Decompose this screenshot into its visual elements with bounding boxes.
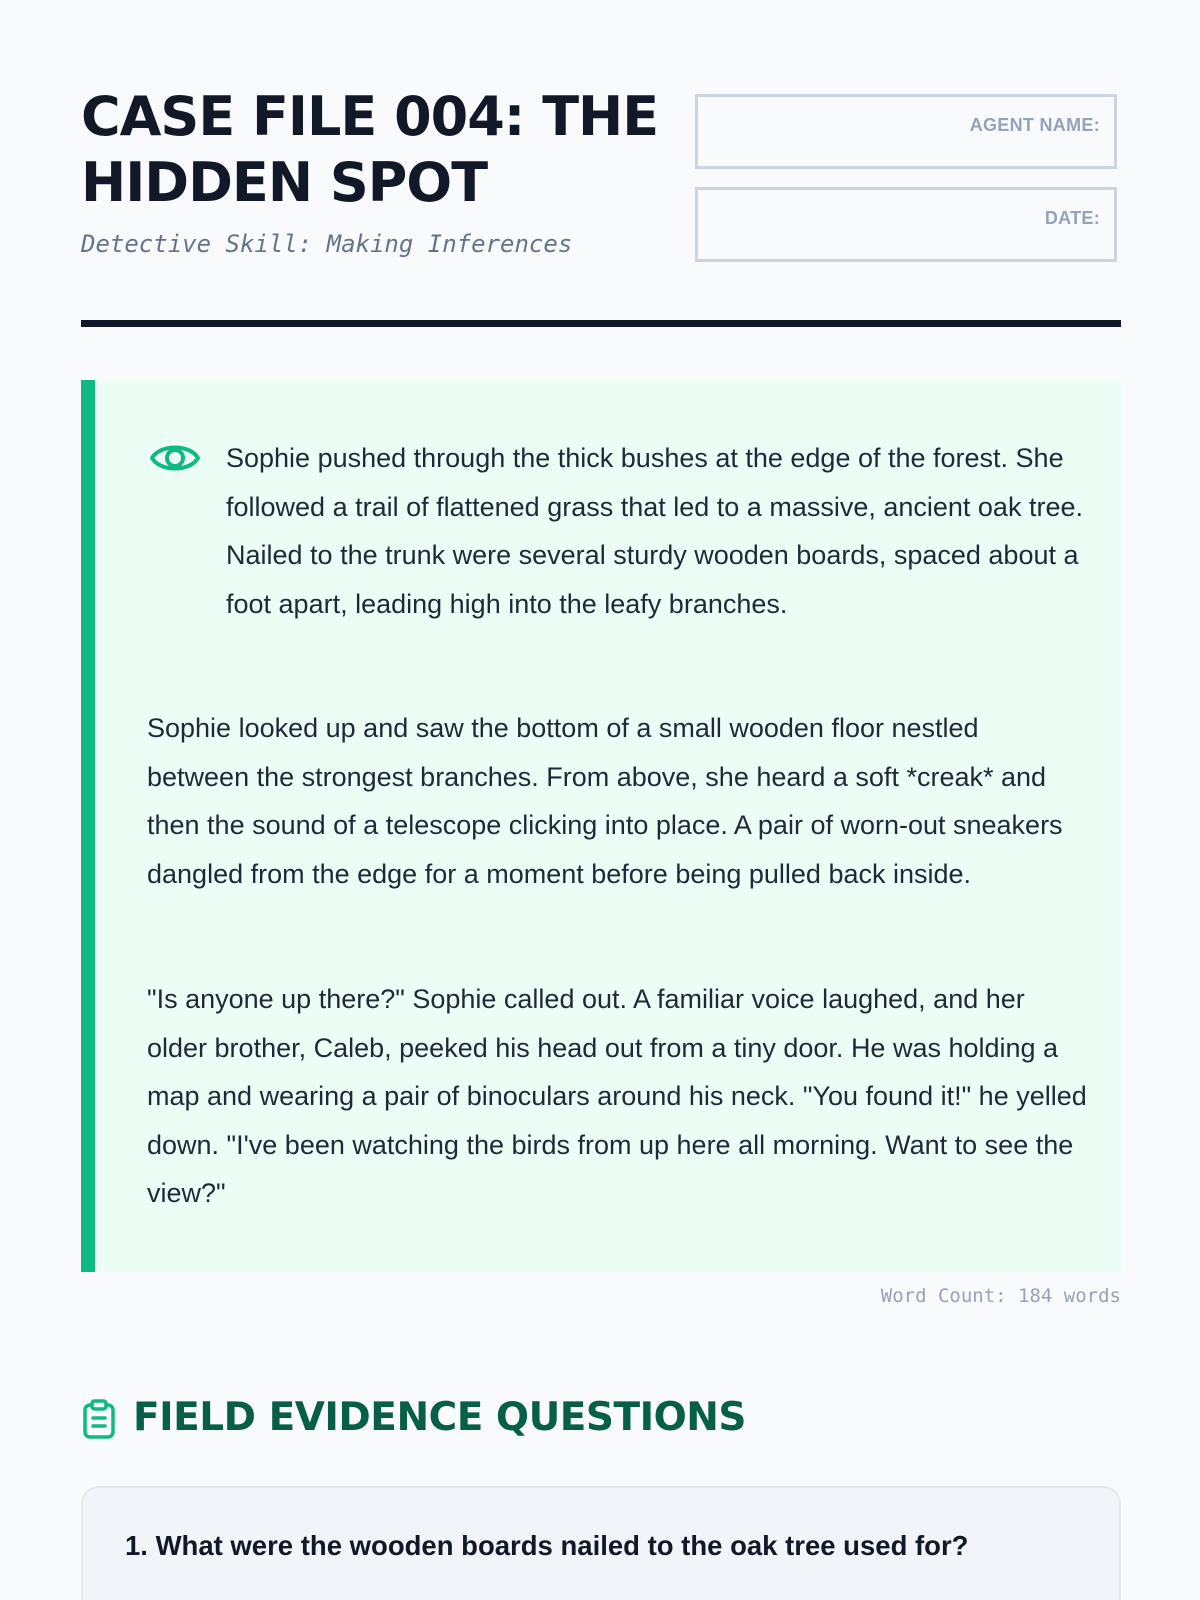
eye-icon <box>149 436 201 480</box>
date-label: DATE: <box>1044 208 1100 228</box>
word-count: Word Count: 184 words <box>880 1285 1121 1307</box>
question-text: 1. What were the wooden boards nailed to the oak tree used for? <box>125 1530 969 1561</box>
clipboard-icon <box>81 1399 117 1439</box>
worksheet-page <box>81 0 1121 1600</box>
agent-name-label: AGENT NAME: <box>969 115 1100 135</box>
questions-header <box>81 1390 1121 1446</box>
agent-name-field[interactable] <box>695 94 1117 169</box>
story-passage <box>81 380 1121 1272</box>
story-paragraph: "Is anyone up there?" Sophie called out. A familiar voice laughed, and her older brother, Caleb, peeked his head out from a tiny door. He was holding a map and wearing a pair of binoculars around his neck. "You found it!" he yelled down. "I've been watching the birds from up here all morning. Want to see the view?" <box>147 984 1087 1208</box>
questions-title: FIELD EVIDENCE QUESTIONS <box>133 1395 746 1440</box>
story-paragraph: Sophie looked up and saw the bottom of a small wooden floor nestled between the strongest branches. From above, she heard a soft *creak* and then the sound of a telescope clicking into place. A pair of worn-out sneakers dangled from the edge for a moment before being pulled back inside. <box>147 713 1063 889</box>
story-paragraph: Sophie pushed through the thick bushes at the edge of the forest. She followed a trail of flattened grass that led to a massive, ancient oak tree. Nailed to the trunk were several sturdy wooden boards, spaced about a foot apart, leading high into the leafy branches. <box>226 443 1083 619</box>
skill-subtitle: Detective Skill: Making Inferences <box>81 230 573 258</box>
question-card <box>81 1486 1121 1600</box>
page-title: CASE FILE 004: THE HIDDEN SPOT <box>81 85 659 214</box>
case-header <box>81 84 1121 274</box>
date-field[interactable] <box>695 187 1117 262</box>
header-divider <box>81 320 1121 327</box>
